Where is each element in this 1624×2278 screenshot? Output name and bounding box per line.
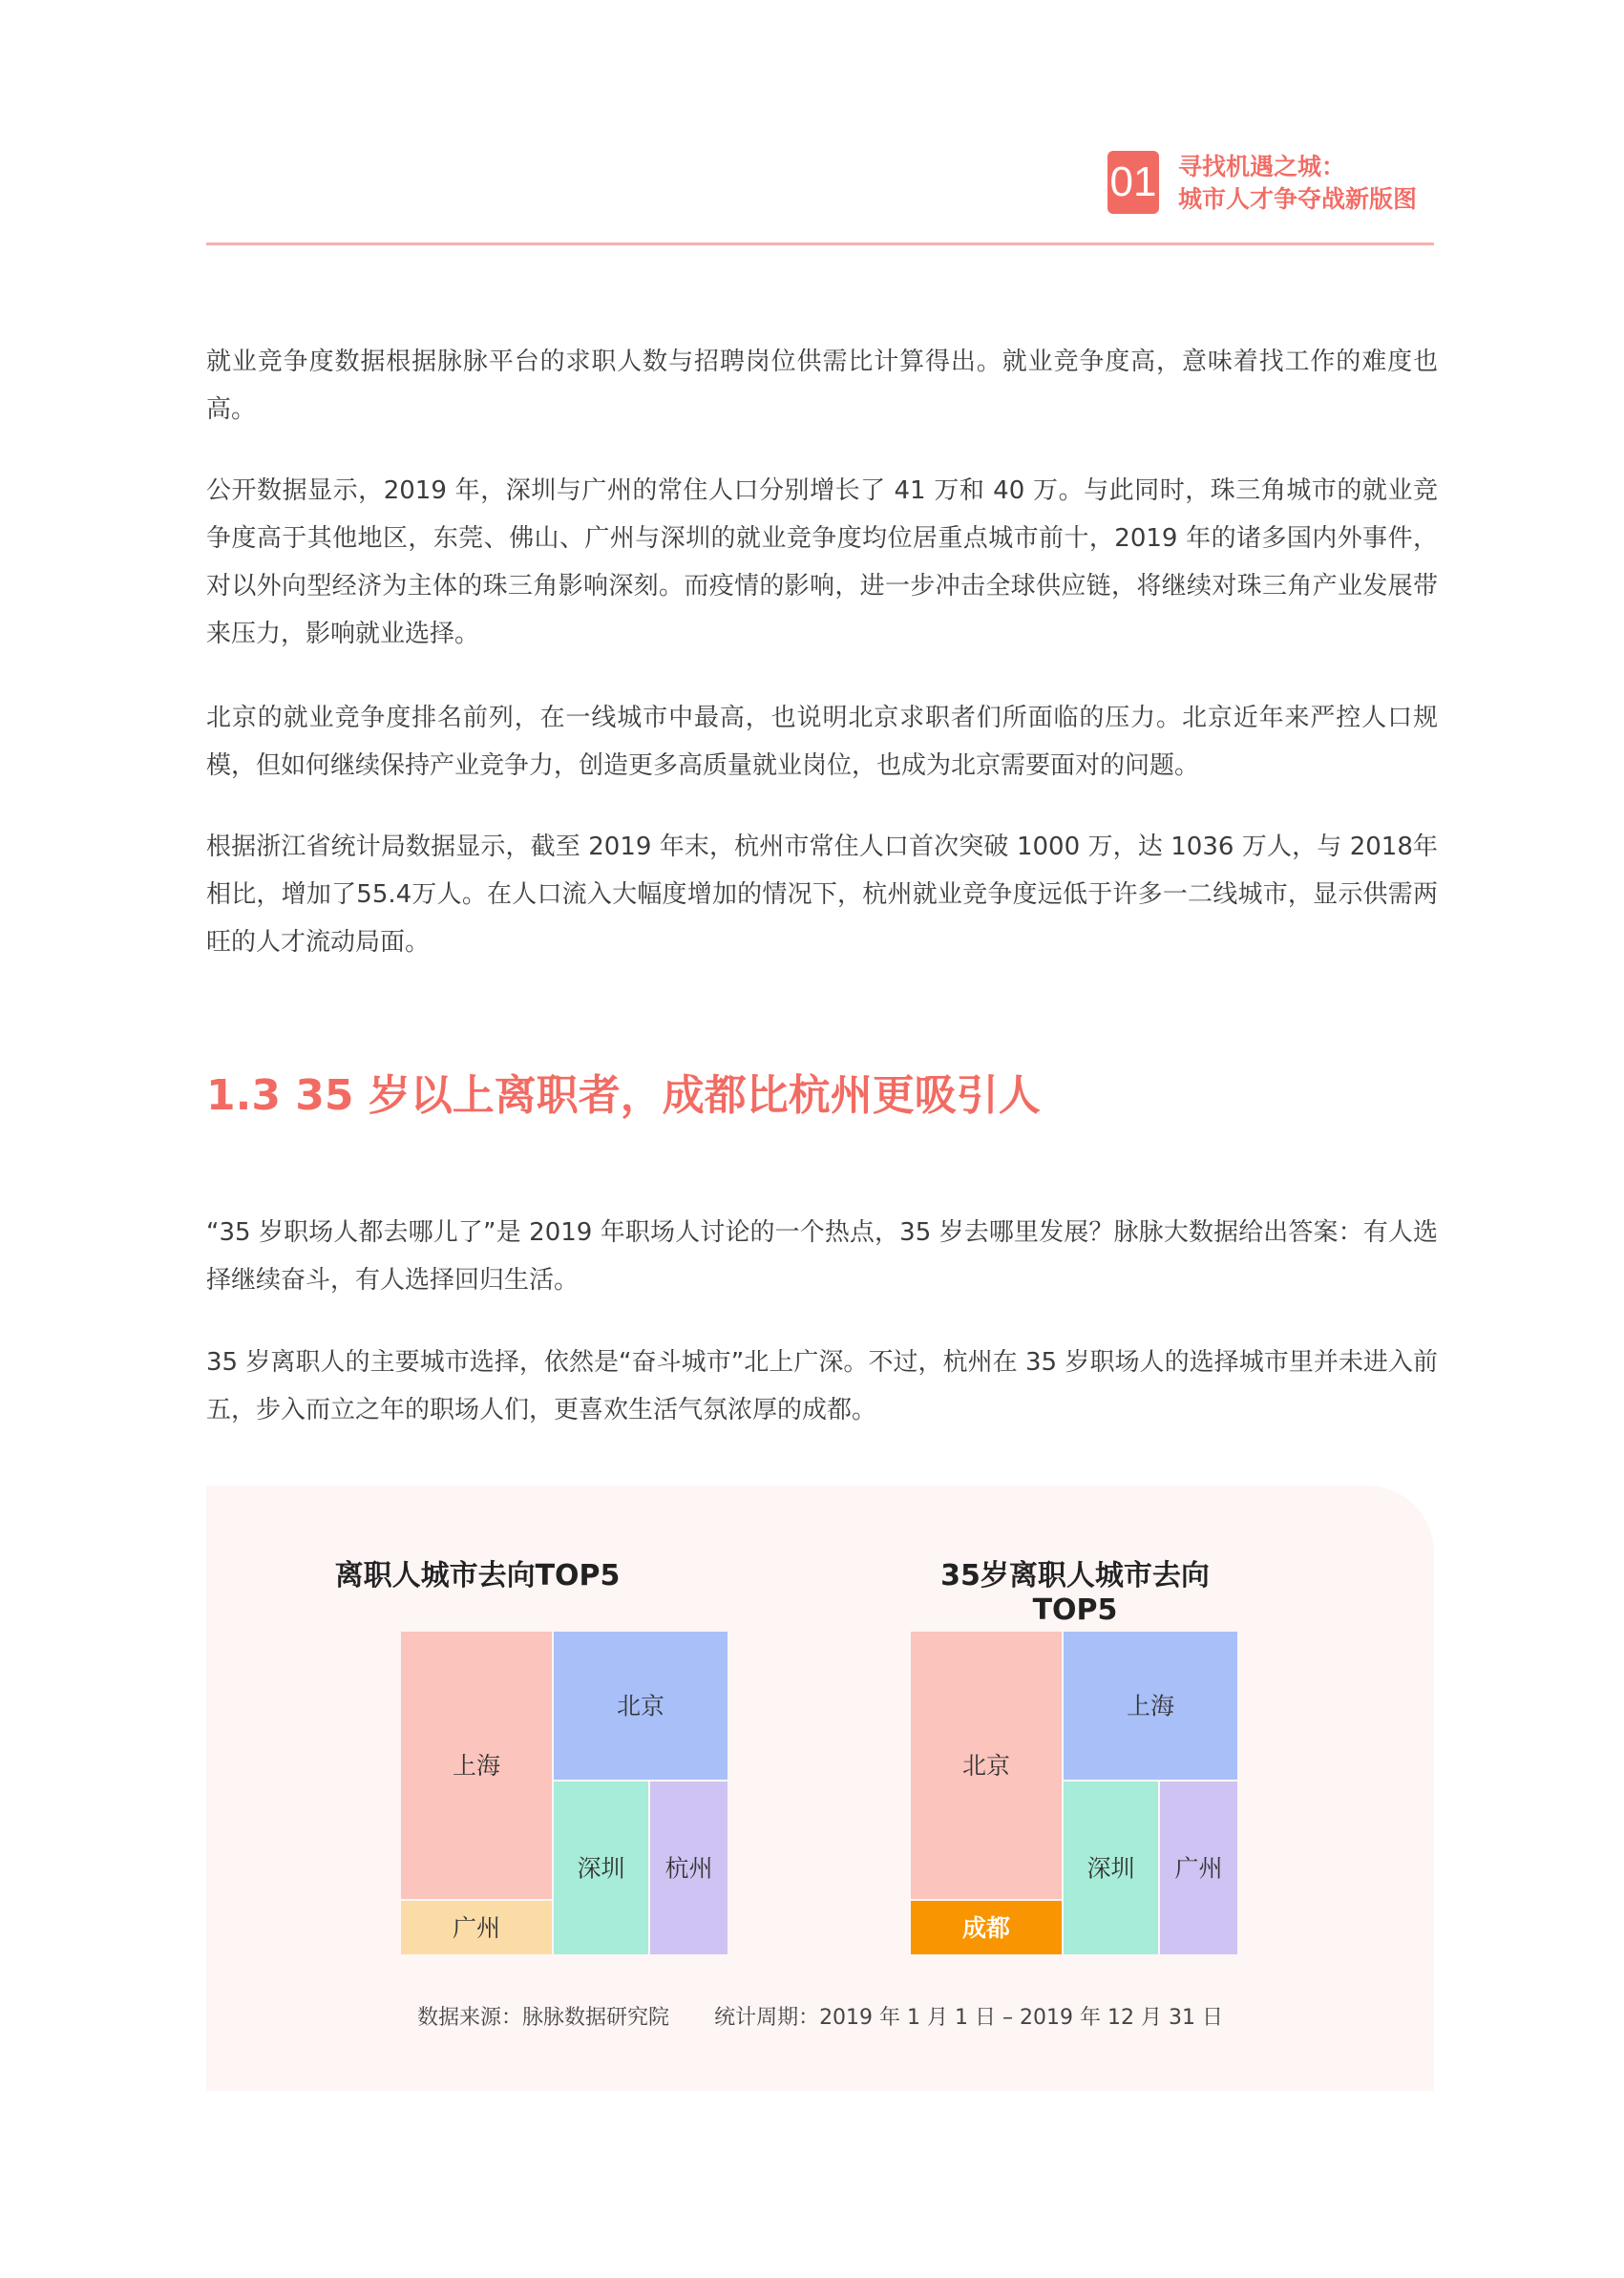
paragraph-2: 公开数据显示，2019 年，深圳与广州的常住人口分别增长了 41 万和 40 万。与此同时，珠三角城市的就业竞争度高于其他地区，东莞、佛山、广州与深圳的就业竞争度均位居重点城市前十，2019 年的诸多国内外事件，对以外向型经济为主体的珠三角影响深刻。而疫情的影响，进一步冲击全球供应链，将继续对珠三角产业发展带来压力，影响就业选择。: [206, 476, 1438, 648]
section-heading: 1.3 35 岁以上离职者，成都比杭州更吸引人: [206, 1071, 1041, 1120]
chart-title-35: 35岁离职人城市去向TOP5: [940, 1559, 1210, 1627]
section-paragraph-2: 35 岁离职人的主要城市选择，依然是“奋斗城市”北上广深。不过，杭州在 35 岁职场人的选择城市里并未进入前五，步入而立之年的职场人们，更喜欢生活气氛浓厚的成都。: [206, 1348, 1438, 1424]
header-divider: [206, 243, 1434, 245]
treemap-label-4: 广州: [1174, 1854, 1223, 1883]
paragraph-1: 就业竞争度数据根据脉脉平台的求职人数与招聘岗位供需比计算得出。就业竞争度高，意味着找工作的难度也高。: [206, 348, 1438, 424]
paragraph-4: 根据浙江省统计局数据显示，截至 2019 年末，杭州市常住人口首次突破 1000 万，达 1036 万人，与 2018年相比，增加了55.4万人。在人口流入大幅度增加的情况下，杭州就业竞争度远低于许多一二线城市，显示供需两旺的人才流动局面。: [206, 833, 1438, 957]
chapter-title: [1178, 151, 1417, 216]
treemap-label-3: 深圳: [577, 1854, 625, 1883]
source-line: [206, 2001, 1434, 2031]
paragraph-3: 北京的就业竞争度排名前列，在一线城市中最高，也说明北京求职者们所面临的压力。北京近年来严控人口规模，但如何继续保持产业竞争力，创造更多高质量就业岗位，也成为北京需要面对的问题。: [206, 704, 1438, 780]
data-source: 数据来源：脉脉数据研究院: [417, 2006, 670, 2030]
chapter-title-line2: 城市人才争夺战新版图: [1178, 185, 1418, 213]
chart-title-all: 离职人城市去向TOP5: [334, 1559, 621, 1592]
treemap-label-5: 广州: [452, 1914, 501, 1942]
treemap-chart-35: [911, 1632, 1237, 1954]
treemap-chart-all: [401, 1632, 728, 1954]
chapter-badge: 01: [1107, 151, 1159, 214]
treemap-label-5: 成都: [961, 1914, 1011, 1942]
stat-period: 统计周期：2019 年 1 月 1 日 – 2019 年 12 月 31 日: [714, 2006, 1223, 2030]
treemap-label-2: 北京: [616, 1692, 665, 1720]
treemap-label-2: 上海: [1126, 1692, 1175, 1720]
treemap-label-3: 深圳: [1086, 1854, 1135, 1883]
treemap-label-4: 杭州: [664, 1854, 713, 1883]
treemap-label-1: 北京: [961, 1752, 1011, 1780]
chapter-title-line1: 寻找机遇之城：: [1178, 153, 1346, 180]
treemap-label-1: 上海: [452, 1752, 501, 1780]
section-paragraph-1: “35 岁职场人都去哪儿了”是 2019 年职场人讨论的一个热点，35 岁去哪里发展？脉脉大数据给出答案：有人选择继续奋斗，有人选择回归生活。: [206, 1218, 1438, 1295]
